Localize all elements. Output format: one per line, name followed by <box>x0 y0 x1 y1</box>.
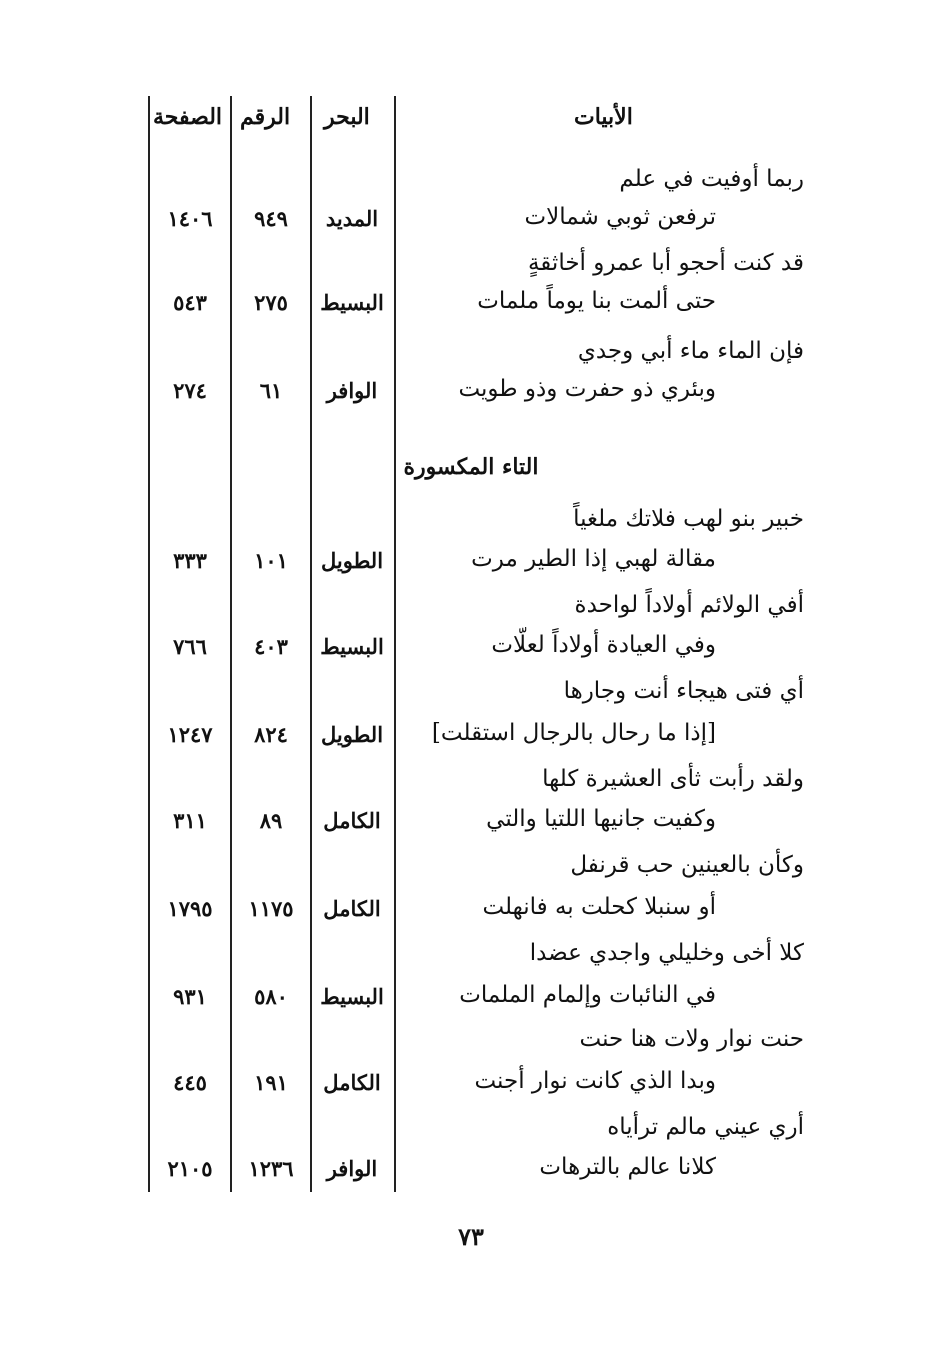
page-cell: ٤٤٥ <box>173 1070 207 1095</box>
page-cell: ٧٦٦ <box>173 634 207 659</box>
number-cell: ١١٧٥ <box>248 896 294 921</box>
verse-line-2: ترفعن ثوبي شمالات <box>524 204 716 230</box>
meter-cell: الطويل <box>320 722 384 747</box>
meter-cell: البسيط <box>320 634 384 659</box>
number-cell: ١٢٣٦ <box>248 1156 294 1181</box>
meter-cell: الطويل <box>320 548 384 573</box>
verse-line-2: [إذا ما رحال بالرجال استقلت] <box>431 720 716 746</box>
verse-line-1: حنت نوار ولات هنا حنت <box>579 1026 804 1052</box>
number-cell: ٨٩ <box>259 808 283 833</box>
meter-cell: الوافر <box>326 378 378 403</box>
verse-line-1: أري عيني مالم ترأياه <box>607 1114 804 1140</box>
verse-line-2: كلانا عالم بالترهات <box>539 1154 716 1180</box>
meter-cell: البسيط <box>320 290 384 315</box>
verse-line-1: أفي الولائم أولاداً لواحدة <box>574 592 804 618</box>
page-cell: ١٤٠٦ <box>167 206 213 231</box>
meter-cell: البسيط <box>320 984 384 1009</box>
meter-cell: المديد <box>325 206 379 231</box>
page-cell: ٢٧٤ <box>173 378 207 403</box>
verse-line-1: كلا أخى وخليلي واجدي عضدا <box>529 940 804 966</box>
number-cell: ٥٨٠ <box>254 984 288 1009</box>
verse-line-2: مقالة لهبي إذا الطير مرت <box>471 546 716 572</box>
verse-line-1: وكأن بالعينين حب قرنفل <box>570 852 804 878</box>
number-cell: ٤٠٣ <box>254 634 288 659</box>
number-cell: ٨٢٤ <box>254 722 288 747</box>
page-number: ٧٣ <box>458 1222 484 1251</box>
page-cell: ١٧٩٥ <box>167 896 213 921</box>
number-cell: ٩٤٩ <box>254 206 288 231</box>
verse-line-1: ولقد رأبت ثأى العشيرة كلها <box>542 766 804 792</box>
number-cell: ١٠١ <box>254 548 288 573</box>
page-cell: ٩٣١ <box>173 984 207 1009</box>
header-page: الصفحة <box>153 104 223 130</box>
meter-cell: الكامل <box>323 808 381 833</box>
verse-line-1: ربما أوفيت في علم <box>619 166 804 192</box>
verse-line-2: وبدا الذي كانت نوار أجنت <box>474 1068 716 1094</box>
verse-line-2: حتى ألمت بنا يوماً ملمات <box>477 288 716 314</box>
page-cell: ١٢٤٧ <box>167 722 213 747</box>
meter-cell: الكامل <box>323 1070 381 1095</box>
meter-cell: الكامل <box>323 896 381 921</box>
verse-line-2: وبئري ذو حفرت وذو طويت <box>458 376 716 402</box>
page-cell: ٢١٠٥ <box>167 1156 213 1181</box>
page-cell: ٥٤٣ <box>173 290 207 315</box>
number-cell: ٦١ <box>259 378 283 403</box>
number-cell: ٢٧٥ <box>254 290 288 315</box>
verse-line-1: أي فتى هيجاء أنت وجارها <box>563 678 804 704</box>
page-cell: ٣٣٣ <box>173 548 207 573</box>
verse-line-1: قد كنت أحجو أبا عمرو أخاثقةٍ <box>527 250 804 276</box>
verse-line-2: وفي العيادة أولاداً لعلّات <box>491 632 716 658</box>
section-heading: التاء المكسورة <box>403 454 539 480</box>
header-verses: الأبيات <box>574 104 633 130</box>
header-meter: البحر <box>324 104 370 130</box>
meter-cell: الوافر <box>326 1156 378 1181</box>
verse-line-1: فإن الماء ماء أبي وجدي <box>577 338 804 364</box>
number-cell: ١٩١ <box>254 1070 288 1095</box>
page-cell: ٣١١ <box>173 808 207 833</box>
verse-line-2: أو سنبلا كحلت به فانهلت <box>482 894 716 920</box>
header-number: الرقم <box>240 104 291 130</box>
verse-line-2: في النائبات وإلمام الملمات <box>459 982 716 1008</box>
verse-line-1: خبير بنو لهب فلاتك ملغياً <box>573 506 804 532</box>
verse-line-2: وكفيت جانيها اللتيا والتي <box>486 806 716 832</box>
